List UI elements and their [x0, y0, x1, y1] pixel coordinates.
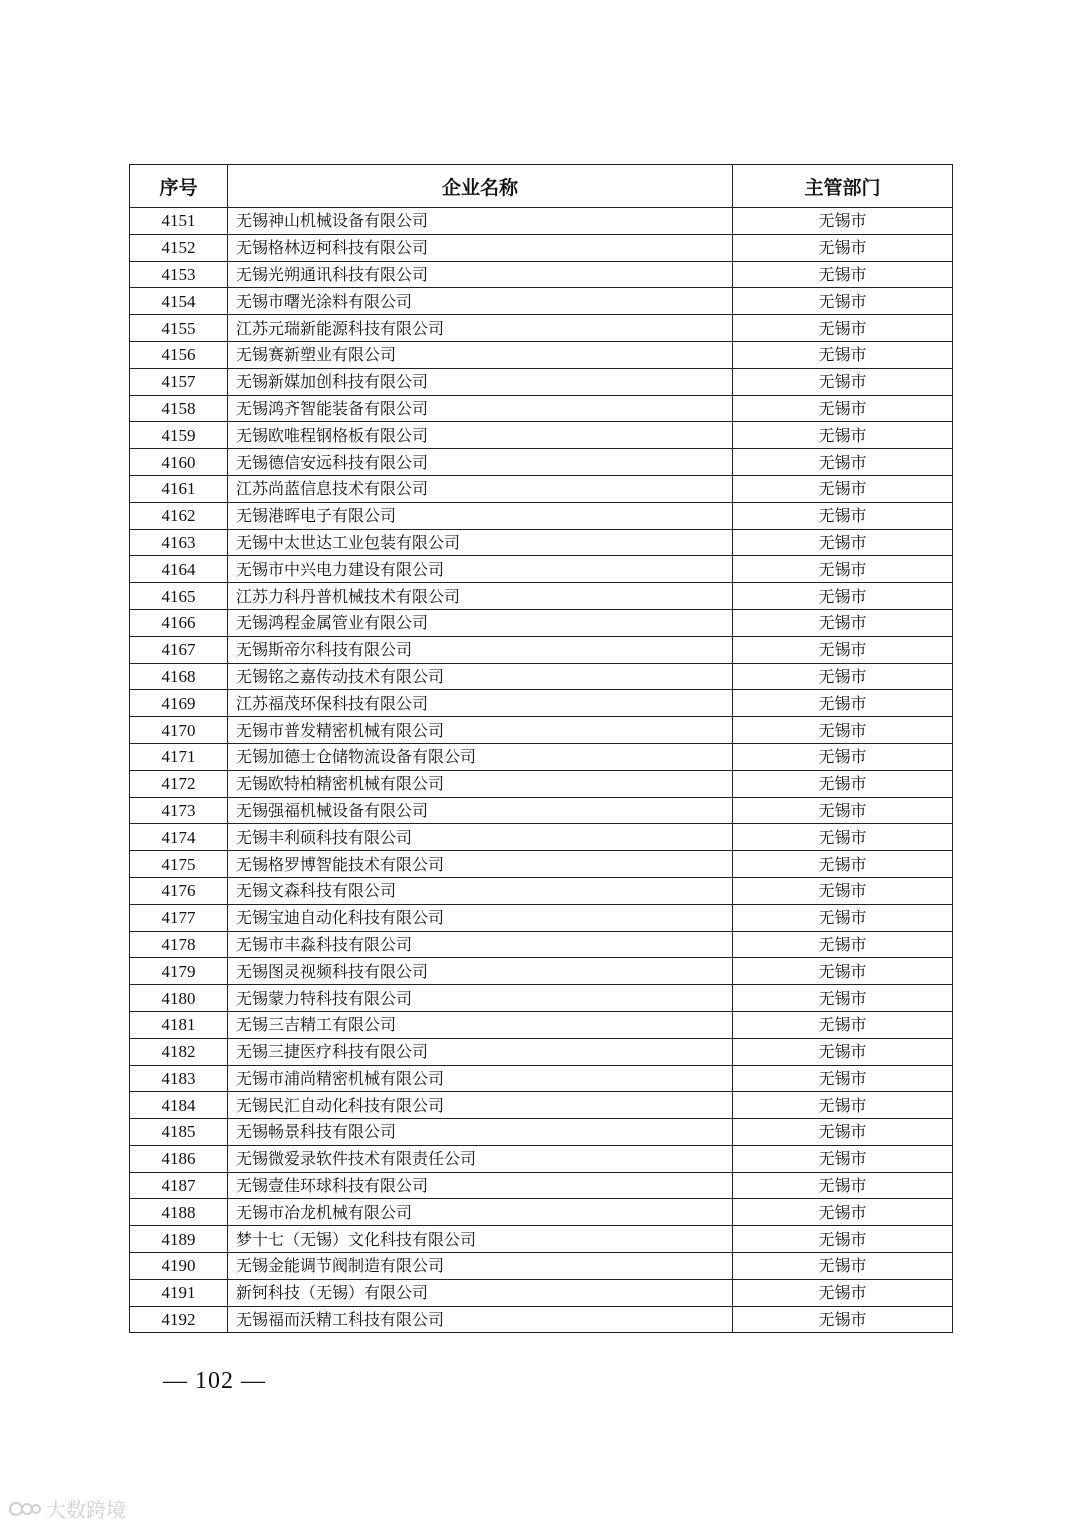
row-company-name: 无锡鸿程金属管业有限公司: [228, 609, 733, 636]
row-company-name: 无锡神山机械设备有限公司: [228, 208, 733, 235]
row-dept: 无锡市: [733, 1011, 953, 1038]
table-row: [130, 475, 953, 502]
row-number: 4185: [130, 1119, 228, 1146]
table-row: [130, 663, 953, 690]
table-row: [130, 1172, 953, 1199]
row-number: 4183: [130, 1065, 228, 1092]
table-row: [130, 1253, 953, 1280]
row-company-name: 无锡格林迈柯科技有限公司: [228, 234, 733, 261]
row-company-name: 无锡市普发精密机械有限公司: [228, 717, 733, 744]
row-number: 4163: [130, 529, 228, 556]
row-dept: 无锡市: [733, 1172, 953, 1199]
header-seq: 序号: [130, 165, 228, 208]
table-row: [130, 449, 953, 476]
row-number: 4162: [130, 502, 228, 529]
row-dept: 无锡市: [733, 341, 953, 368]
row-company-name: 无锡文森科技有限公司: [228, 877, 733, 904]
row-company-name: 无锡市冶龙机械有限公司: [228, 1199, 733, 1226]
row-dept: 无锡市: [733, 797, 953, 824]
row-number: 4164: [130, 556, 228, 583]
row-dept: 无锡市: [733, 1279, 953, 1306]
table-row: [130, 1011, 953, 1038]
row-number: 4151: [130, 208, 228, 235]
row-company-name: 无锡三捷医疗科技有限公司: [228, 1038, 733, 1065]
row-dept: 无锡市: [733, 475, 953, 502]
row-dept: 无锡市: [733, 717, 953, 744]
table-row: [130, 717, 953, 744]
row-dept: 无锡市: [733, 743, 953, 770]
row-dept: 无锡市: [733, 315, 953, 342]
row-dept: 无锡市: [733, 556, 953, 583]
row-company-name: 无锡赛新塑业有限公司: [228, 341, 733, 368]
table-row: [130, 824, 953, 851]
row-number: 4186: [130, 1145, 228, 1172]
row-dept: 无锡市: [733, 904, 953, 931]
watermark-text: 大数跨境: [46, 1498, 126, 1522]
row-dept: 无锡市: [733, 958, 953, 985]
row-number: 4190: [130, 1253, 228, 1280]
table-row: [130, 904, 953, 931]
row-dept: 无锡市: [733, 261, 953, 288]
row-number: 4176: [130, 877, 228, 904]
row-number: 4155: [130, 315, 228, 342]
row-number: 4156: [130, 341, 228, 368]
row-number: 4188: [130, 1199, 228, 1226]
table-row: [130, 368, 953, 395]
row-dept: 无锡市: [733, 877, 953, 904]
row-number: 4180: [130, 985, 228, 1012]
row-company-name: 无锡新媒加创科技有限公司: [228, 368, 733, 395]
table-row: [130, 636, 953, 663]
table-row: [130, 1226, 953, 1253]
row-company-name: 无锡微爱录软件技术有限责任公司: [228, 1145, 733, 1172]
row-number: 4167: [130, 636, 228, 663]
row-dept: 无锡市: [733, 931, 953, 958]
row-dept: 无锡市: [733, 824, 953, 851]
row-number: 4174: [130, 824, 228, 851]
row-company-name: 无锡金能调节阀制造有限公司: [228, 1253, 733, 1280]
row-company-name: 梦十七（无锡）文化科技有限公司: [228, 1226, 733, 1253]
table-header-row: [130, 165, 953, 208]
table-row: [130, 315, 953, 342]
row-number: 4173: [130, 797, 228, 824]
page-number: — 102 —: [163, 1368, 266, 1394]
row-dept: 无锡市: [733, 368, 953, 395]
row-number: 4168: [130, 663, 228, 690]
table-row: [130, 234, 953, 261]
row-company-name: 江苏福茂环保科技有限公司: [228, 690, 733, 717]
table-row: [130, 1145, 953, 1172]
table-row: [130, 690, 953, 717]
row-number: 4191: [130, 1279, 228, 1306]
row-company-name: 无锡市中兴电力建设有限公司: [228, 556, 733, 583]
row-company-name: 无锡铭之嘉传动技术有限公司: [228, 663, 733, 690]
table-row: [130, 851, 953, 878]
row-company-name: 无锡市浦尚精密机械有限公司: [228, 1065, 733, 1092]
table-row: [130, 341, 953, 368]
row-company-name: 新钶科技（无锡）有限公司: [228, 1279, 733, 1306]
table-row: [130, 770, 953, 797]
row-dept: 无锡市: [733, 690, 953, 717]
row-company-name: 无锡蒙力特科技有限公司: [228, 985, 733, 1012]
company-table: [129, 164, 953, 1333]
row-company-name: 无锡市丰淼科技有限公司: [228, 931, 733, 958]
row-number: 4189: [130, 1226, 228, 1253]
row-dept: 无锡市: [733, 1065, 953, 1092]
row-dept: 无锡市: [733, 1253, 953, 1280]
header-dept: 主管部门: [733, 165, 953, 208]
row-number: 4154: [130, 288, 228, 315]
row-company-name: 无锡港晖电子有限公司: [228, 502, 733, 529]
row-number: 4165: [130, 583, 228, 610]
row-company-name: 无锡福而沃精工科技有限公司: [228, 1306, 733, 1333]
row-company-name: 无锡格罗博智能技术有限公司: [228, 851, 733, 878]
row-number: 4158: [130, 395, 228, 422]
header-company: 企业名称: [228, 165, 733, 208]
table-row: [130, 288, 953, 315]
row-dept: 无锡市: [733, 583, 953, 610]
row-dept: 无锡市: [733, 1092, 953, 1119]
row-number: 4161: [130, 475, 228, 502]
row-number: 4171: [130, 743, 228, 770]
row-company-name: 无锡宝迪自动化科技有限公司: [228, 904, 733, 931]
table-row: [130, 1199, 953, 1226]
table-row: [130, 422, 953, 449]
row-company-name: 江苏力科丹普机械技术有限公司: [228, 583, 733, 610]
table-row: [130, 1306, 953, 1333]
table-row: [130, 502, 953, 529]
row-dept: 无锡市: [733, 288, 953, 315]
row-company-name: 无锡壹佳环球科技有限公司: [228, 1172, 733, 1199]
row-dept: 无锡市: [733, 449, 953, 476]
table-row: [130, 958, 953, 985]
table-row: [130, 1038, 953, 1065]
row-dept: 无锡市: [733, 395, 953, 422]
table-row: [130, 931, 953, 958]
table-row: [130, 529, 953, 556]
table-row: [130, 797, 953, 824]
row-company-name: 无锡鸿齐智能装备有限公司: [228, 395, 733, 422]
row-number: 4187: [130, 1172, 228, 1199]
row-company-name: 无锡欧特柏精密机械有限公司: [228, 770, 733, 797]
row-number: 4172: [130, 770, 228, 797]
table-row: [130, 743, 953, 770]
row-number: 4178: [130, 931, 228, 958]
row-number: 4160: [130, 449, 228, 476]
row-dept: 无锡市: [733, 985, 953, 1012]
row-company-name: 无锡光朔通讯科技有限公司: [228, 261, 733, 288]
row-company-name: 无锡三吉精工有限公司: [228, 1011, 733, 1038]
row-number: 4182: [130, 1038, 228, 1065]
table-row: [130, 609, 953, 636]
table-row: [130, 1065, 953, 1092]
row-dept: 无锡市: [733, 1038, 953, 1065]
watermark-logo-icon: [8, 1499, 42, 1519]
row-company-name: 江苏元瑞新能源科技有限公司: [228, 315, 733, 342]
row-number: 4153: [130, 261, 228, 288]
row-dept: 无锡市: [733, 422, 953, 449]
table-row: [130, 583, 953, 610]
table-row: [130, 1092, 953, 1119]
row-number: 4181: [130, 1011, 228, 1038]
row-dept: 无锡市: [733, 1199, 953, 1226]
row-dept: 无锡市: [733, 636, 953, 663]
row-company-name: 无锡欧唯程钢格板有限公司: [228, 422, 733, 449]
table-row: [130, 395, 953, 422]
table-row: [130, 556, 953, 583]
row-dept: 无锡市: [733, 208, 953, 235]
row-dept: 无锡市: [733, 851, 953, 878]
row-company-name: 无锡畅景科技有限公司: [228, 1119, 733, 1146]
row-company-name: 无锡丰利硕科技有限公司: [228, 824, 733, 851]
table-row: [130, 877, 953, 904]
row-company-name: 无锡德信安远科技有限公司: [228, 449, 733, 476]
row-dept: 无锡市: [733, 1145, 953, 1172]
table-row: [130, 261, 953, 288]
table-row: [130, 1119, 953, 1146]
row-company-name: 无锡斯帝尔科技有限公司: [228, 636, 733, 663]
row-dept: 无锡市: [733, 1226, 953, 1253]
row-number: 4179: [130, 958, 228, 985]
row-number: 4175: [130, 851, 228, 878]
row-number: 4169: [130, 690, 228, 717]
row-number: 4159: [130, 422, 228, 449]
row-company-name: 无锡民汇自动化科技有限公司: [228, 1092, 733, 1119]
row-number: 4152: [130, 234, 228, 261]
row-company-name: 江苏尚蓝信息技术有限公司: [228, 475, 733, 502]
table-row: [130, 208, 953, 235]
row-dept: 无锡市: [733, 1306, 953, 1333]
company-list-table: [129, 164, 952, 1333]
row-dept: 无锡市: [733, 529, 953, 556]
row-dept: 无锡市: [733, 1119, 953, 1146]
row-number: 4184: [130, 1092, 228, 1119]
row-dept: 无锡市: [733, 663, 953, 690]
table-row: [130, 985, 953, 1012]
row-number: 4177: [130, 904, 228, 931]
row-company-name: 无锡中太世达工业包装有限公司: [228, 529, 733, 556]
row-company-name: 无锡市曙光涂料有限公司: [228, 288, 733, 315]
row-company-name: 无锡强福机械设备有限公司: [228, 797, 733, 824]
row-number: 4166: [130, 609, 228, 636]
watermark: [8, 1494, 126, 1523]
row-company-name: 无锡图灵视频科技有限公司: [228, 958, 733, 985]
row-number: 4157: [130, 368, 228, 395]
row-number: 4192: [130, 1306, 228, 1333]
row-dept: 无锡市: [733, 770, 953, 797]
row-company-name: 无锡加德士仓储物流设备有限公司: [228, 743, 733, 770]
row-dept: 无锡市: [733, 234, 953, 261]
table-body: [130, 208, 953, 1333]
row-dept: 无锡市: [733, 502, 953, 529]
row-number: 4170: [130, 717, 228, 744]
row-dept: 无锡市: [733, 609, 953, 636]
table-row: [130, 1279, 953, 1306]
